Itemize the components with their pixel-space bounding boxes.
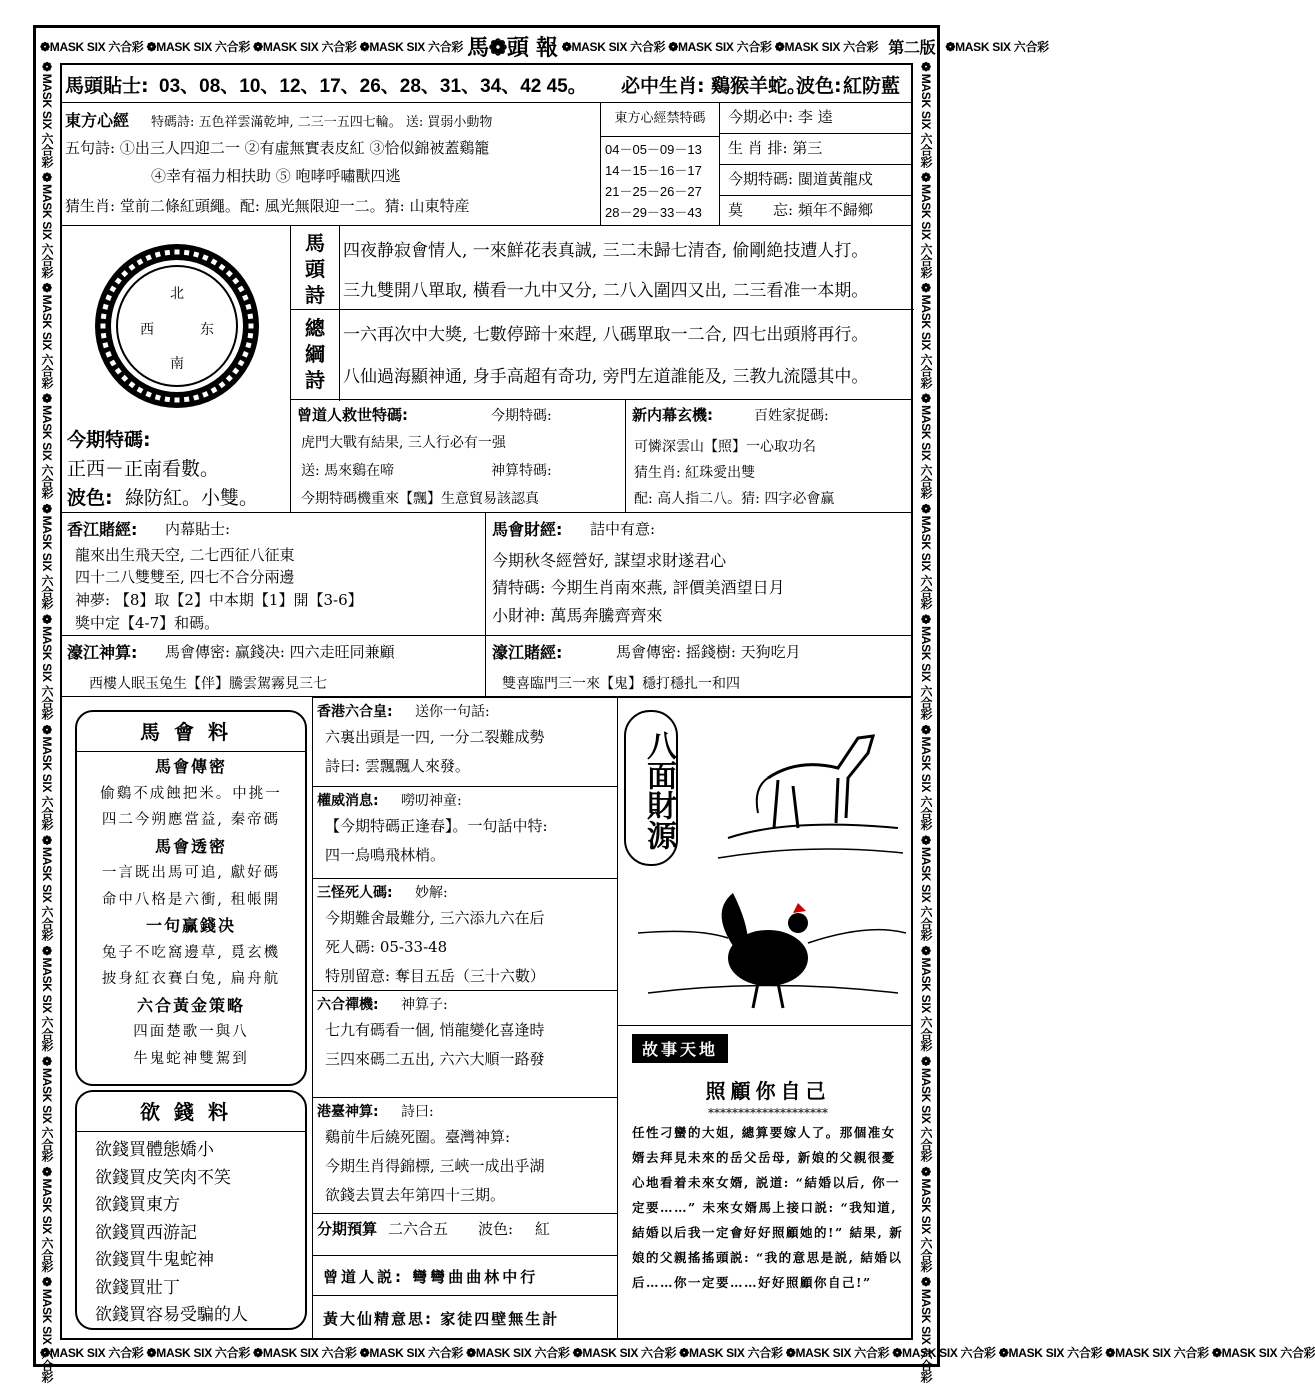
ban-code-row: 14－15－16－17 (605, 163, 702, 178)
xinnei-line: 配: 高人指二八。猜: 四字必會赢 (634, 491, 835, 507)
side-info (719, 102, 913, 226)
side-info-row (720, 103, 912, 134)
middle-section-title: 權威消息: (317, 793, 379, 809)
middle-section-line: 三四來碼二五出, 六六大順一路發 (325, 1050, 545, 1068)
color-value: 紅防藍 (843, 75, 901, 97)
mahui-liao-line: 偷鷄不成蝕把米。中挑一 (100, 785, 282, 802)
mahui-liao-line: 披身紅衣賽白兔, 扁舟航 (101, 971, 281, 987)
tips-row (60, 63, 913, 103)
dongfang-title: 東方心經 (65, 111, 130, 130)
yuqian-title: 欲錢料 (77, 1092, 305, 1132)
story-title: 照顧你自己 (705, 1079, 831, 1103)
compass-panel (60, 225, 291, 400)
middle-section-line: 鷄前牛后繞死圈。臺灣神算: (325, 1128, 511, 1146)
middle-section (312, 990, 618, 1098)
bamian-title: 八面財源 (624, 710, 678, 866)
side-info-value: 閩道黃龍戍 (797, 170, 873, 188)
mahui-cai-sub: 詰中有意: (590, 520, 656, 538)
xinnei-section (625, 399, 913, 513)
haojiang-du-section (485, 635, 913, 697)
masthead-strip (40, 34, 1049, 61)
mahui-liao-line: 四二今朔應當益, 秦帝碼 (101, 812, 281, 828)
middle-section-line: 詩曰: 雲飄飄人來發。 (325, 757, 470, 775)
border-strip-right: ❁MASK SIX 六合彩 ❁MASK SIX 六合彩 ❁MASK SIX 六合彩 ❁MASK SIX 六合彩 ❁MASK SIX 六合彩 ❁MASK SIX 六合彩 ❁MASK SIX 六合彩 ❁MASK SIX 六合彩 ❁MASK SIX 六合彩 ❁MASK SIX 六合彩 ❁MASK SIX 六合彩 ❁MASK SIX 六合彩 (919, 60, 933, 1383)
ban-codes-list (601, 137, 719, 223)
mahui-liao-line: 四面楚歌一與八 (133, 1024, 249, 1040)
zeng-line: 今期特碼機重來【飄】生意貿易該認真 (301, 491, 539, 507)
yuqian-line: 欲錢買體態嬌小 (95, 1140, 214, 1160)
fenqi-color-label: 波色: (478, 1220, 514, 1238)
xinnei-line: 可憐深雲山【照】一心取功名 (634, 439, 816, 455)
mahui-liao-line: 一言既出馬可追, 獻好碼 (101, 865, 281, 881)
zeng-line: 虎門大戰有結果, 三人行必有一强 (301, 435, 506, 451)
ban-code-row: 04－05－09－13 (605, 142, 702, 157)
zeng-says (312, 1255, 618, 1296)
middle-section-line: 特別留意: 奪目五岳（三十六數） (325, 967, 545, 985)
compass-east: 东 (200, 322, 214, 338)
fenqi-value: 二六合五 (388, 1220, 449, 1238)
zeng-title: 曾道人救世特碼: (297, 406, 408, 424)
xinnei-line: 猜生肖: 紅珠愛出雙 (634, 465, 756, 481)
mask-six-pattern: ❁MASK SIX 六合彩 ❁MASK SIX 六合彩 ❁MASK SIX 六合彩 (561, 39, 879, 54)
yuqian-line: 欲錢買壯丁 (95, 1277, 180, 1298)
poem-line: 一六再次中大獎, 七數停蹄十來趕, 八碼單取一二合, 四七出頭將再行。 (343, 325, 869, 345)
zeng-section (290, 399, 626, 513)
middle-section-line: 六裏出頭是一四, 一分二裂難成勢 (325, 728, 545, 746)
this-issue-panel (60, 399, 291, 513)
compass-south: 南 (170, 356, 184, 372)
mahui-cai-section (485, 512, 913, 636)
haojiang-shen-title: 濠江神算: (67, 643, 138, 662)
poem-line: 三九雙開八單取, 橫看一九中又分, 二八入圍四又出, 二三看准一本期。 (343, 281, 869, 301)
tips-label: 馬頭貼士: (65, 75, 149, 97)
middle-section-title: 港臺神算: (317, 1104, 379, 1120)
yuqian-box (75, 1090, 307, 1330)
rooster-illustration-icon (638, 883, 908, 1023)
xiangjiang-line: 四十二八雙雙至, 四七不合分兩邊 (75, 568, 295, 586)
border-strip-bottom: ❁MASK SIX 六合彩 ❁MASK SIX 六合彩 ❁MASK SIX 六合彩 ❁MASK SIX 六合彩 ❁MASK SIX 六合彩 ❁MASK SIX 六合彩 ❁MASK SIX 六合彩 ❁MASK SIX 六合彩 ❁MASK SIX 六合彩 ❁MASK SIX 六合彩 ❁MASK SIX 六合彩 ❁MASK SIX 六合彩 (40, 1346, 1315, 1360)
fenqi-section (312, 1213, 618, 1256)
middle-section-title: 三怪死人碼: (317, 885, 393, 901)
edition-label: 第二版 (888, 37, 936, 57)
dongfang-line: 猜生肖: 堂前二條紅頭繩。配: 風光無限迎一二。猜: 山東特産 (65, 197, 470, 215)
middle-section-line: 欲錢去買去年第四十三期。 (325, 1186, 506, 1204)
yuqian-line: 欲錢買西游記 (95, 1222, 197, 1243)
fenqi-color: 紅 (535, 1220, 551, 1238)
fenqi-title: 分期預算 (317, 1220, 378, 1238)
mahui-liao-box (75, 710, 307, 1086)
side-info-label: 莫 忘: (728, 201, 794, 219)
side-info-row (720, 134, 912, 165)
side-info-row (720, 196, 912, 227)
middle-section (312, 697, 618, 787)
middle-section-line: 死人碼: 05-33-48 (325, 938, 448, 956)
middle-section-title: 六合禪機: (317, 997, 379, 1013)
xiangjiang-line: 神夢: 【8】取【2】中本期【1】開【3-6】 (75, 591, 363, 609)
middle-section-title: 香港六合皇: (317, 704, 393, 720)
xiangjiang-sub: 内幕貼士: (165, 520, 231, 538)
middle-section (312, 786, 618, 879)
xiangjiang-title: 香江賭經: (67, 520, 138, 539)
mahui-liao-line: 命中八格是六衝, 租帳開 (101, 891, 281, 908)
mahui-liao-line: 牛鬼蛇神雙駕到 (133, 1050, 249, 1067)
mahui-cai-line: 小財神: 萬馬奔騰齊齊來 (492, 606, 663, 625)
mahui-cai-line: 今期秋冬經營好, 謀望求財遂君心 (492, 551, 727, 570)
middle-section (312, 878, 618, 991)
middle-section-sub: 嘮叨神童: (401, 793, 462, 809)
yuqian-line: 欲錢買牛鬼蛇神 (95, 1250, 214, 1270)
compass-west: 西 (140, 322, 154, 338)
side-info-row (720, 165, 912, 196)
haojiang-du-title: 濠江賭經: (492, 643, 563, 662)
side-info-label: 今期特碼: (728, 170, 794, 188)
dongfang-line: 特碼詩: 五色祥雲滿乾坤, 二三一五四七輪。 送: 買弱小動物 (151, 115, 493, 130)
poem-line: 八仙過海顯神通, 身手高超有奇功, 旁門左道誰能及, 三教九流隱其中。 (343, 367, 869, 387)
yuqian-line: 欲錢買東方 (95, 1195, 180, 1215)
dongfang-line: 五句詩: ①出三人四迎二一 ②有虛無實表皮紅 ③恰似錦被蓋鷄籠 (65, 139, 490, 157)
mahui-cai-line: 猜特碼: 今期生肖南來燕, 評價美酒望日月 (492, 578, 785, 597)
poems-panel (290, 225, 913, 400)
middle-section-line: 今期難舍最難分, 三六添九六在后 (325, 909, 545, 927)
dongfang-section (60, 102, 601, 226)
poem-line: 四夜静寂會情人, 一來鮮花表真誠, 三二未歸七清杳, 偷剛絶技遭人打。 (343, 241, 869, 261)
this-issue-line: 正西－正南看數。 (67, 458, 220, 480)
yuqian-line: 欲錢買皮笑肉不笑 (95, 1167, 231, 1188)
middle-section-sub: 詩曰: (401, 1104, 434, 1120)
haojiang-shen-section (60, 635, 486, 697)
tips-numbers: 03、08、10、12、17、26、28、31、34、42 45。 (159, 76, 587, 97)
mask-six-pattern: ❁MASK SIX 六合彩 (945, 39, 1049, 54)
middle-section-line: 【今期特碼正逢春】。一句話中特: (325, 817, 548, 835)
haojiang-du-sub: 馬會傳密: 摇錢樹: 天狗吃月 (616, 643, 801, 661)
ban-code-row: 28－29－33－43 (605, 205, 702, 220)
mahui-liao-heading: 馬會透密 (154, 836, 227, 856)
side-info-value: 頻年不歸鄉 (797, 201, 873, 219)
story-section (617, 1025, 913, 1340)
poem-label-zonggang: 總 綱 詩 (305, 316, 325, 392)
zeng-line: 神算特碼: (491, 463, 552, 479)
horse-illustration-icon (708, 718, 908, 878)
middle-section-sub: 神算子: (401, 997, 448, 1013)
yuqian-line: 欲錢買容易受騙的人 (95, 1305, 248, 1325)
zeng-sub: 今期特碼: (491, 408, 552, 424)
haojiang-du-line: 雙喜臨門三一來【鬼】穩打穩扎一和四 (502, 676, 740, 692)
middle-section-sub: 送你一句話: (415, 704, 490, 720)
story-body: 任性刁蠻的大姐, 總算要嫁人了。那個准女婿去拜見未來的岳父岳母, 新娘的父親很憂心地看着未來女婿, 説道: “結婚以后, 你一定要……” 未來女婿馬上接口説: “我知道, 結婚以后我一定會好好照顧她的!” 結果, 新娘的父親搖搖頭説: “我的意思是説, 結婚以后……你一定要……好好照顧你自己!” (632, 1125, 904, 1290)
xiangjiang-line: 龍來出生飛天空, 二七西征八征東 (75, 546, 295, 564)
mahui-liao-heading: 六合黃金策略 (136, 995, 245, 1015)
xinnei-title: 新内幕玄機: (632, 406, 713, 424)
ban-code-row: 21－25－26－27 (605, 184, 702, 199)
haojiang-shen-line: 西樓人眠玉兔生【伴】騰雲駕霧見三七 (89, 676, 327, 692)
middle-section-line: 四一烏鳴飛林梢。 (325, 846, 446, 864)
side-info-label: 生 肖 排: (728, 139, 788, 157)
mahui-liao-heading: 馬會傳密 (154, 757, 227, 776)
xiangjiang-section (60, 512, 486, 636)
side-info-value: 李 逵 (797, 108, 833, 126)
side-info-value: 第三 (792, 139, 823, 157)
middle-section (312, 1097, 618, 1214)
middle-section-line: 七九有碼看一個, 悄龍變化喜逢時 (325, 1021, 545, 1039)
mahui-liao-title: 馬會料 (77, 712, 305, 752)
zeng-line: 送: 馬來鷄在啼 (301, 463, 395, 479)
story-divider: ******************** (708, 1106, 828, 1120)
side-info-label: 今期必中: (728, 108, 794, 126)
dongfang-line: ④幸有福力相扶助 ⑤ 咆哮呼嘯獸四逃 (151, 167, 401, 185)
border-strip-left: ❁MASK SIX 六合彩 ❁MASK SIX 六合彩 ❁MASK SIX 六合彩 ❁MASK SIX 六合彩 ❁MASK SIX 六合彩 ❁MASK SIX 六合彩 ❁MASK SIX 六合彩 ❁MASK SIX 六合彩 ❁MASK SIX 六合彩 ❁MASK SIX 六合彩 ❁MASK SIX 六合彩 ❁MASK SIX 六合彩 (40, 60, 54, 1383)
this-issue-title: 今期特碼: (67, 429, 151, 451)
story-tag: 故事天地 (632, 1034, 728, 1063)
compass-north: 北 (170, 286, 184, 302)
color-label: 波色: (796, 75, 842, 97)
mask-six-pattern: ❁MASK SIX 六合彩 ❁MASK SIX 六合彩 ❁MASK SIX 六合彩 ❁MASK SIX 六合彩 (40, 39, 464, 54)
zodiac-label: 必中生肖: (621, 75, 705, 97)
mahui-liao-line: 兔子不吃窩邊草, 覓玄機 (101, 944, 281, 961)
poem-label-matou: 馬 頭 詩 (305, 231, 325, 307)
huang-daxian (312, 1295, 618, 1340)
middle-section-line: 今期生肖得錦標, 三峽一成出乎湖 (325, 1157, 545, 1175)
xinnei-sub: 百姓家捉碼: (754, 408, 829, 424)
ban-codes-title: 東方心經禁特碼 (601, 103, 719, 137)
bamian-panel (617, 697, 913, 1027)
mahui-liao-heading: 一句赢錢决 (145, 916, 236, 935)
this-issue-color: 綠防紅。小雙。 (125, 487, 259, 509)
haojiang-shen-sub: 馬會傳密: 赢錢决: 四六走旺同兼顧 (165, 643, 395, 661)
mahui-cai-title: 馬會財經: (492, 520, 563, 539)
compass-dial-icon (61, 226, 292, 401)
ban-codes (600, 102, 720, 226)
middle-section-sub: 妙解: (415, 885, 448, 901)
this-issue-color-label: 波色: (67, 487, 113, 509)
newspaper-title: 馬❁頭 報 (467, 34, 558, 61)
huang-daxian-text: 黃大仙精意思: 家徒四壁無生計 (323, 1310, 560, 1328)
zeng-says-text: 曾道人説: 彎彎曲曲林中行 (323, 1268, 539, 1286)
zodiac-value: 鷄猴羊蛇。 (711, 75, 807, 97)
xiangjiang-line: 獎中定【4-7】和碼。 (75, 614, 220, 632)
